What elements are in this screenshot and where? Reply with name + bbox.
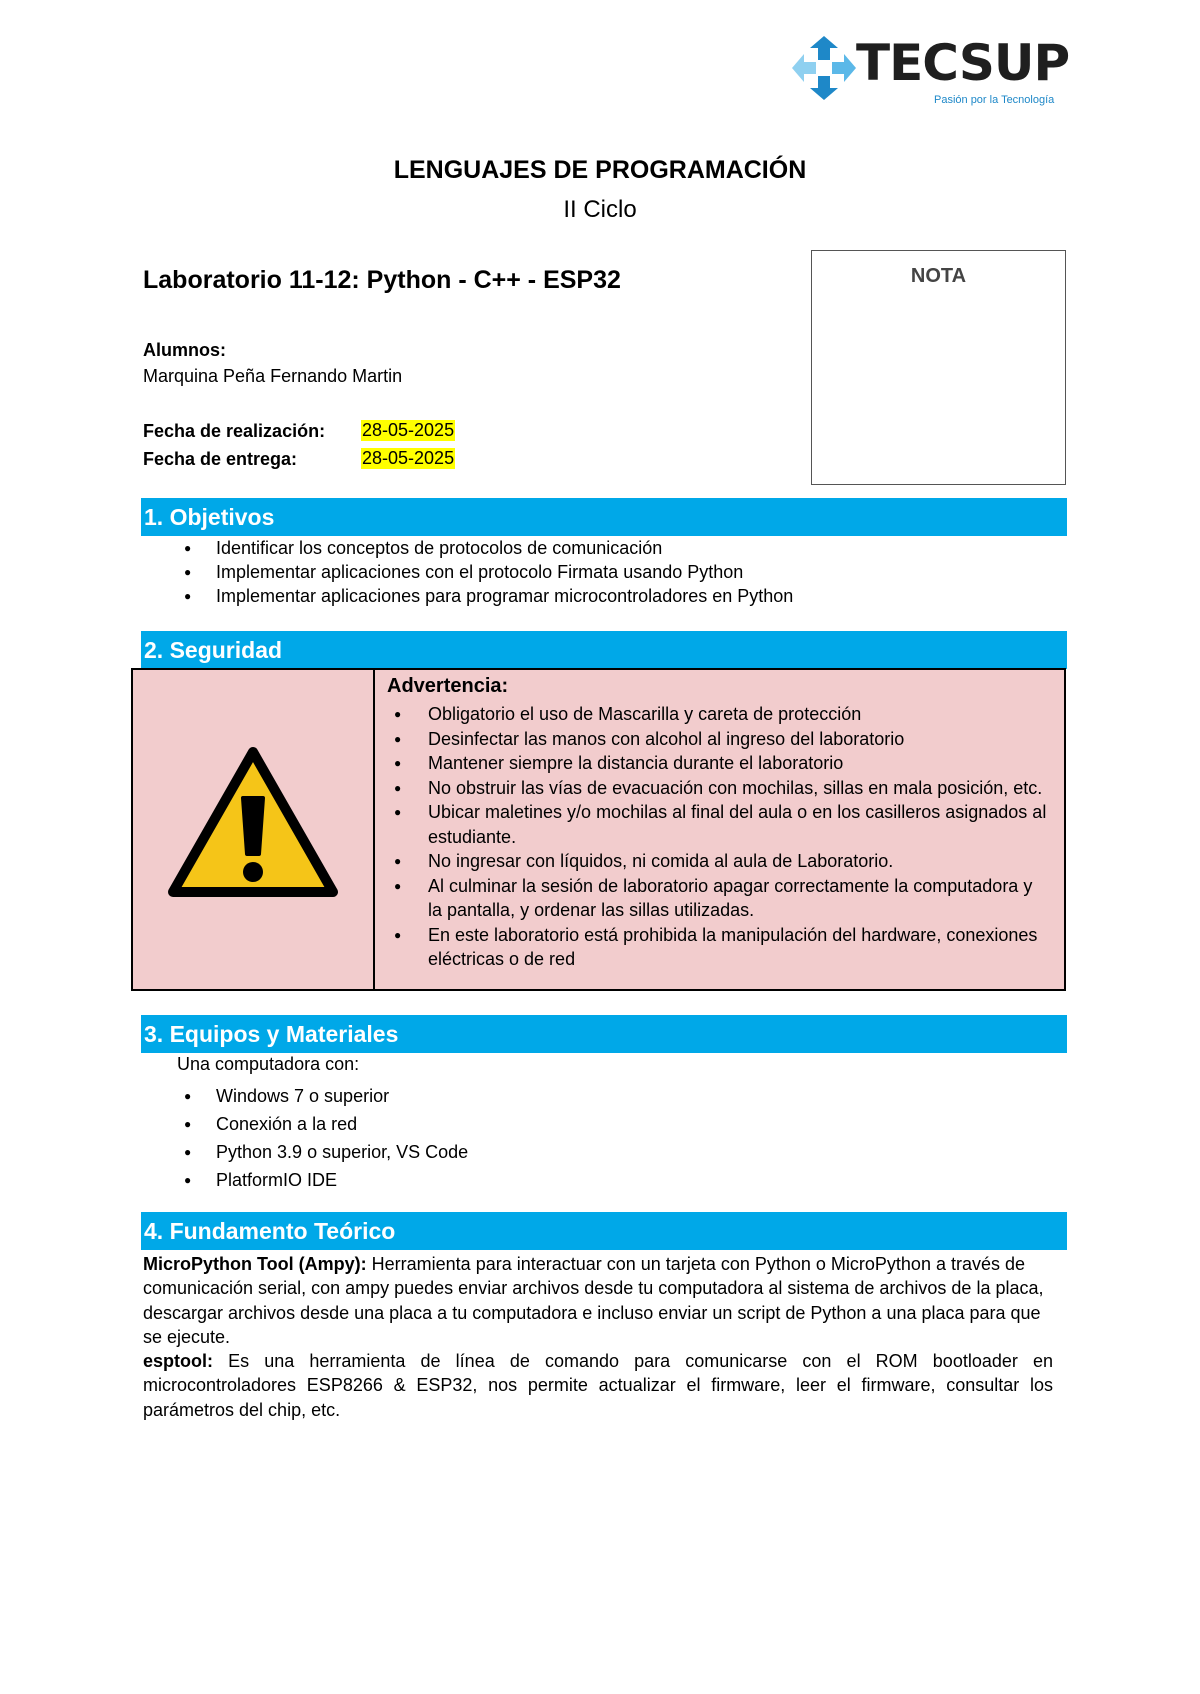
list-item: ● Al culminar la sesión de laboratorio apagar correctamente la computadora y la pantalla, y ordenar las sillas utilizadas.	[428, 874, 1048, 923]
equipment-list	[216, 1082, 468, 1194]
completion-date-label: Fecha de realización:	[143, 421, 326, 441]
list-item: ● No obstruir las vías de evacuación con mochilas, sillas en mala posición, etc.	[428, 776, 1048, 801]
delivery-date-label: Fecha de entrega:	[143, 449, 298, 469]
section-header-equipos	[141, 1015, 1067, 1053]
list-item: ● Obligatorio el uso de Mascarilla y careta de protección	[428, 702, 1048, 727]
list-item: ● Implementar aplicaciones con el protocolo Firmata usando Python	[216, 560, 793, 584]
list-item: ● Identificar los conceptos de protocolos de comunicación	[216, 536, 793, 560]
section-header-fundamento	[141, 1212, 1067, 1250]
student-name: Marquina Peña Fernando Martin	[143, 366, 403, 386]
lab-title: Laboratorio 11-12: Python - C++ - ESP32	[143, 266, 621, 294]
course-title: LENGUAJES DE PROGRAMACIÓN	[393, 156, 807, 184]
section-title: 1. Objetivos	[144, 504, 275, 530]
list-item: ● Mantener siempre la distancia durante el laboratorio	[428, 751, 1048, 776]
list-item: ● Desinfectar las manos con alcohol al ingreso del laboratorio	[428, 727, 1048, 752]
list-item: ● Implementar aplicaciones para programar microcontroladores en Python	[216, 584, 793, 608]
section-title: 3. Equipos y Materiales	[144, 1021, 399, 1047]
section-header-objetivos	[141, 498, 1067, 536]
logo-tagline: Pasión por la Tecnología	[934, 94, 1055, 106]
safety-rules-list	[428, 702, 1048, 972]
theory-text	[143, 1252, 1053, 1422]
section-title: 4. Fundamento Teórico	[144, 1218, 396, 1244]
list-item: ● Conexión a la red	[216, 1110, 468, 1138]
esptool-term: esptool:	[143, 1351, 213, 1372]
warning-label: Advertencia:	[387, 675, 509, 697]
esptool-description: Es una herramienta de línea de comando para comunicarse con el ROM bootloader en microcontroladores ESP8266 & ESP32, nos permite actualizar el firmware, leer el firmware, consultar los parámetros del chip, etc.	[143, 1351, 1053, 1420]
section-header-seguridad	[141, 631, 1067, 669]
grade-label: NOTA	[910, 265, 967, 287]
esptool-paragraph	[143, 1349, 1053, 1422]
list-item: ● PlatformIO IDE	[216, 1166, 468, 1194]
objectives-list	[216, 536, 793, 608]
table-divider	[373, 670, 375, 989]
delivery-date-value: 28-05-2025	[362, 448, 455, 468]
ampy-term: MicroPython Tool (Ampy):	[143, 1254, 367, 1274]
list-item: ● No ingresar con líquidos, ni comida al aula de Laboratorio.	[428, 849, 1048, 874]
tecsup-logo-mark-icon	[788, 32, 860, 104]
list-item: ● Ubicar maletines y/o mochilas al final del aula o en los casilleros asignados al estudiante.	[428, 800, 1048, 849]
warning-triangle-icon	[167, 746, 339, 900]
section-title: 2. Seguridad	[144, 637, 283, 663]
safety-warning-table	[131, 668, 1066, 991]
list-item: ● Python 3.9 o superior, VS Code	[216, 1138, 468, 1166]
list-item: ● En este laboratorio está prohibida la manipulación del hardware, conexiones eléctricas o de red	[428, 923, 1048, 972]
list-item: ● Windows 7 o superior	[216, 1082, 468, 1110]
completion-date-value: 28-05-2025	[362, 420, 455, 440]
cycle-subtitle: II Ciclo	[563, 196, 637, 223]
tecsup-logo	[788, 30, 1068, 110]
logo-wordmark: TECSUP	[856, 34, 1070, 92]
students-label: Alumnos:	[143, 340, 226, 360]
ampy-paragraph	[143, 1252, 1053, 1349]
ampy-description: Herramienta para interactuar con un tarjeta con Python o MicroPython a través de comunicación serial, con ampy puedes enviar archivos desde tu computadora al sistema de archivos de la placa, descargar archivos desde una placa a tu computadora e incluso enviar un script de Python a una placa para que se ejecute.	[143, 1254, 1044, 1347]
equipment-intro: Una computadora con:	[177, 1054, 360, 1074]
grade-box	[811, 250, 1066, 485]
